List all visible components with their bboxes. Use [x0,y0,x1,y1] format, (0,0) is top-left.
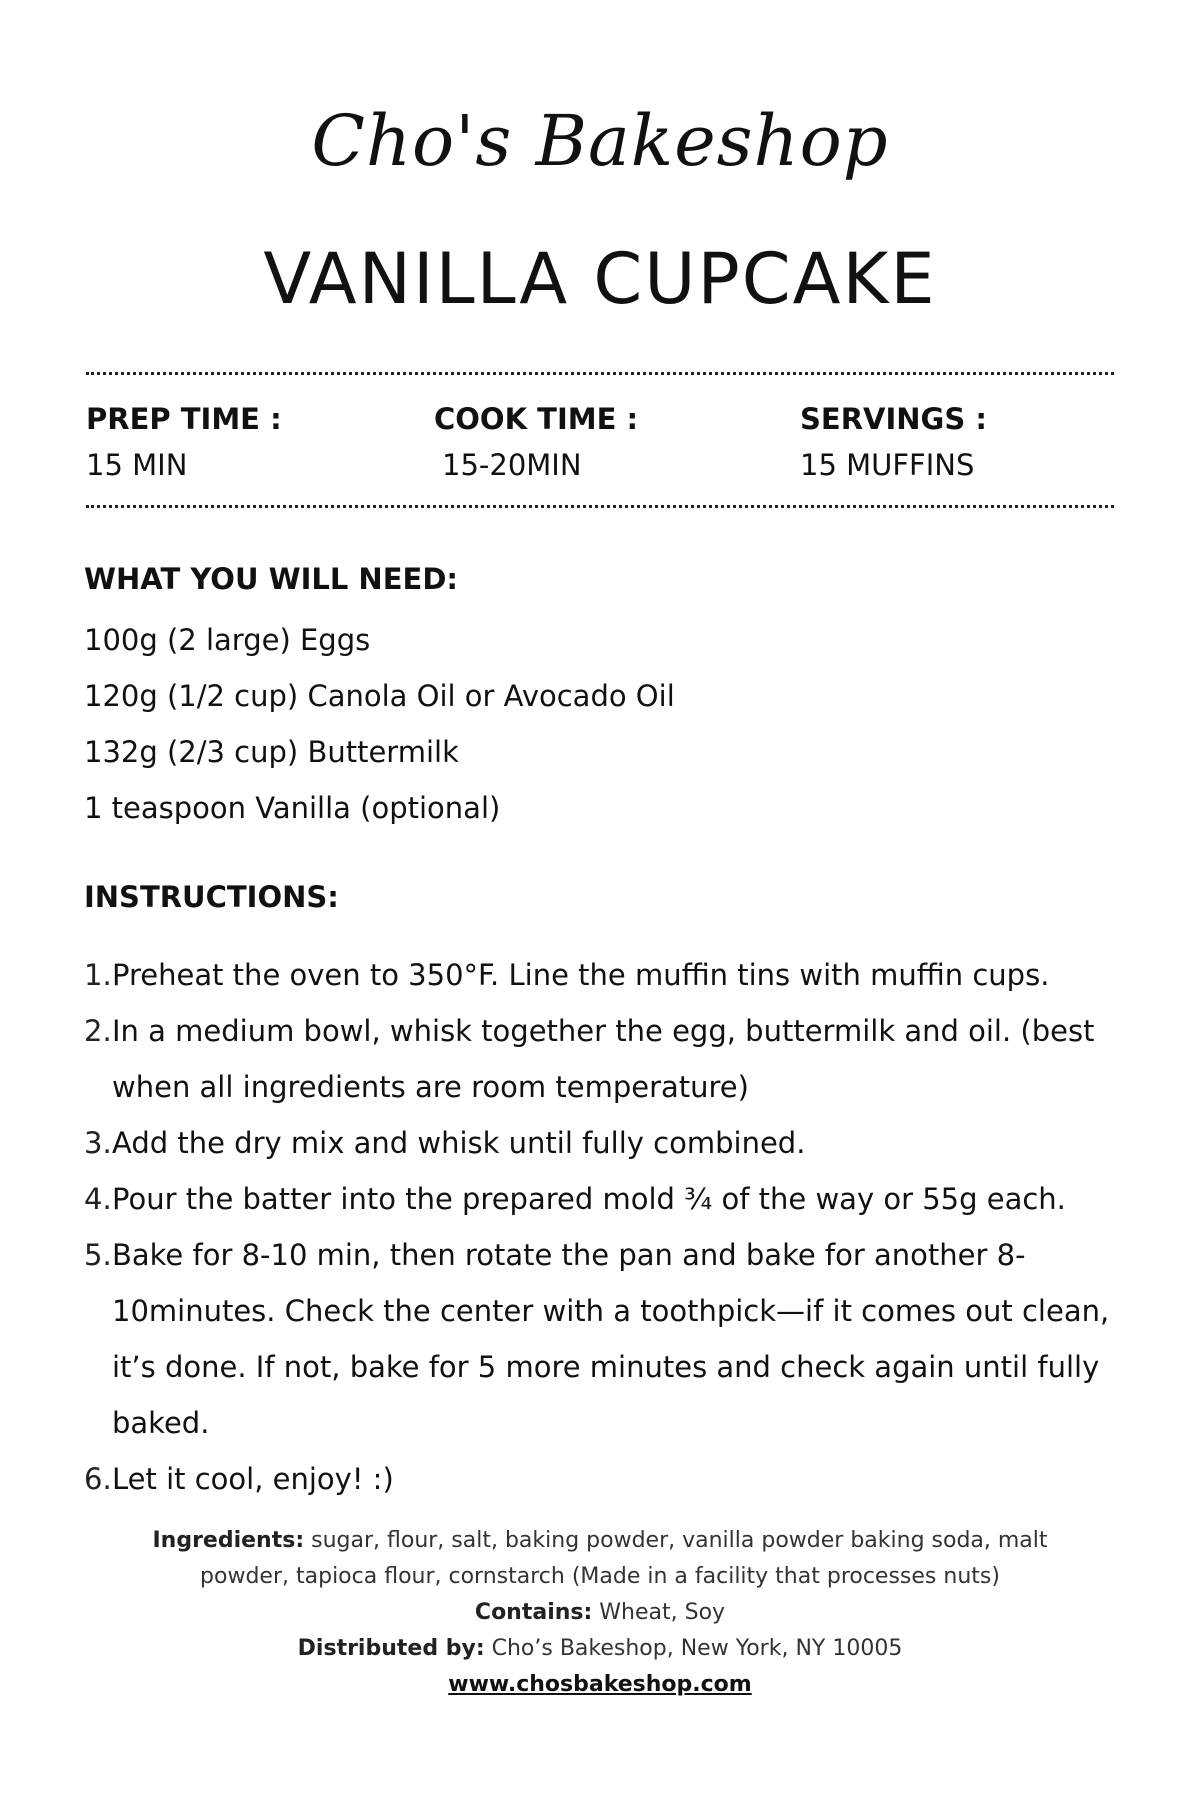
footer-website-line [0,1667,1200,1703]
prep-time [86,402,282,482]
ingredients-heading: WHAT YOU WILL NEED: [84,562,458,596]
servings-value: 15 MUFFINS [800,448,975,482]
footer-contains-value: Wheat, Soy [592,1600,726,1625]
instruction-step [84,1451,1124,1507]
website-link[interactable]: www.chosbakeshop.com [448,1672,752,1697]
step-number: 1. [84,958,112,992]
cook-time [434,402,638,482]
page-title: VANILLA CUPCAKE [263,238,937,320]
prep-time-value: 15 MIN [86,448,188,482]
footer-ingredients-value-2: powder, tapioca flour, cornstarch (Made in a facility that processes nuts) [200,1564,1000,1589]
instruction-step [84,1171,1124,1227]
footer-distributed [0,1631,1200,1667]
divider-top [86,372,1114,375]
footer-ingredients [0,1523,1200,1559]
ingredient-item: 100g (2 large) Eggs [84,623,371,657]
footer-ingredients-value: sugar, flour, salt, baking powder, vanilla powder baking soda, malt [304,1528,1048,1553]
footer-distributed-label: Distributed by: [297,1636,485,1661]
ingredient-item: 132g (2/3 cup) Buttermilk [84,735,459,769]
step-number: 2. [84,1014,112,1048]
footer-contains-label: Contains: [474,1600,593,1625]
instruction-step [84,1003,1124,1115]
ingredient-item: 1 teaspoon Vanilla (optional) [84,791,501,825]
step-text: Let it cool, enjoy! :) [112,1462,394,1496]
instruction-step [84,1227,1124,1451]
instructions-heading: INSTRUCTIONS: [84,880,339,914]
step-text: In a medium bowl, whisk together the egg, buttermilk and oil. (best when all ingredients are room temperature) [112,1014,1095,1104]
instruction-step [84,947,1124,1003]
cook-time-value: 15-20MIN [442,448,582,482]
step-text: Add the dry mix and whisk until fully combined. [112,1126,806,1160]
footer-ingredients-label: Ingredients: [152,1528,305,1553]
prep-time-label: PREP TIME : [86,402,282,436]
instructions-list [84,947,1124,1507]
footer [0,1523,1200,1703]
step-text: Bake for 8-10 min, then rotate the pan and bake for another 8-10minutes. Check the center with a toothpick—if it comes out clean, it’s done. If not, bake for 5 more minutes and check again until fully baked. [112,1238,1110,1440]
step-number: 4. [84,1182,112,1216]
step-number: 6. [84,1462,112,1496]
footer-distributed-value: Cho’s Bakeshop, New York, NY 10005 [484,1636,903,1661]
ingredient-item: 120g (1/2 cup) Canola Oil or Avocado Oil [84,679,675,713]
step-text: Pour the batter into the prepared mold ¾ of the way or 55g each. [112,1182,1066,1216]
cook-time-label: COOK TIME : [434,402,639,436]
step-text: Preheat the oven to 350°F. Line the muffin tins with muffin cups. [112,958,1050,992]
divider-bottom [86,505,1114,508]
servings [800,402,987,482]
step-number: 3. [84,1126,112,1160]
ingredients-list [84,612,675,836]
instruction-step [84,1115,1124,1171]
brand-logo: Cho's Bakeshop [311,100,889,182]
servings-label: SERVINGS : [800,402,987,436]
step-number: 5. [84,1238,112,1272]
footer-contains [0,1595,1200,1631]
